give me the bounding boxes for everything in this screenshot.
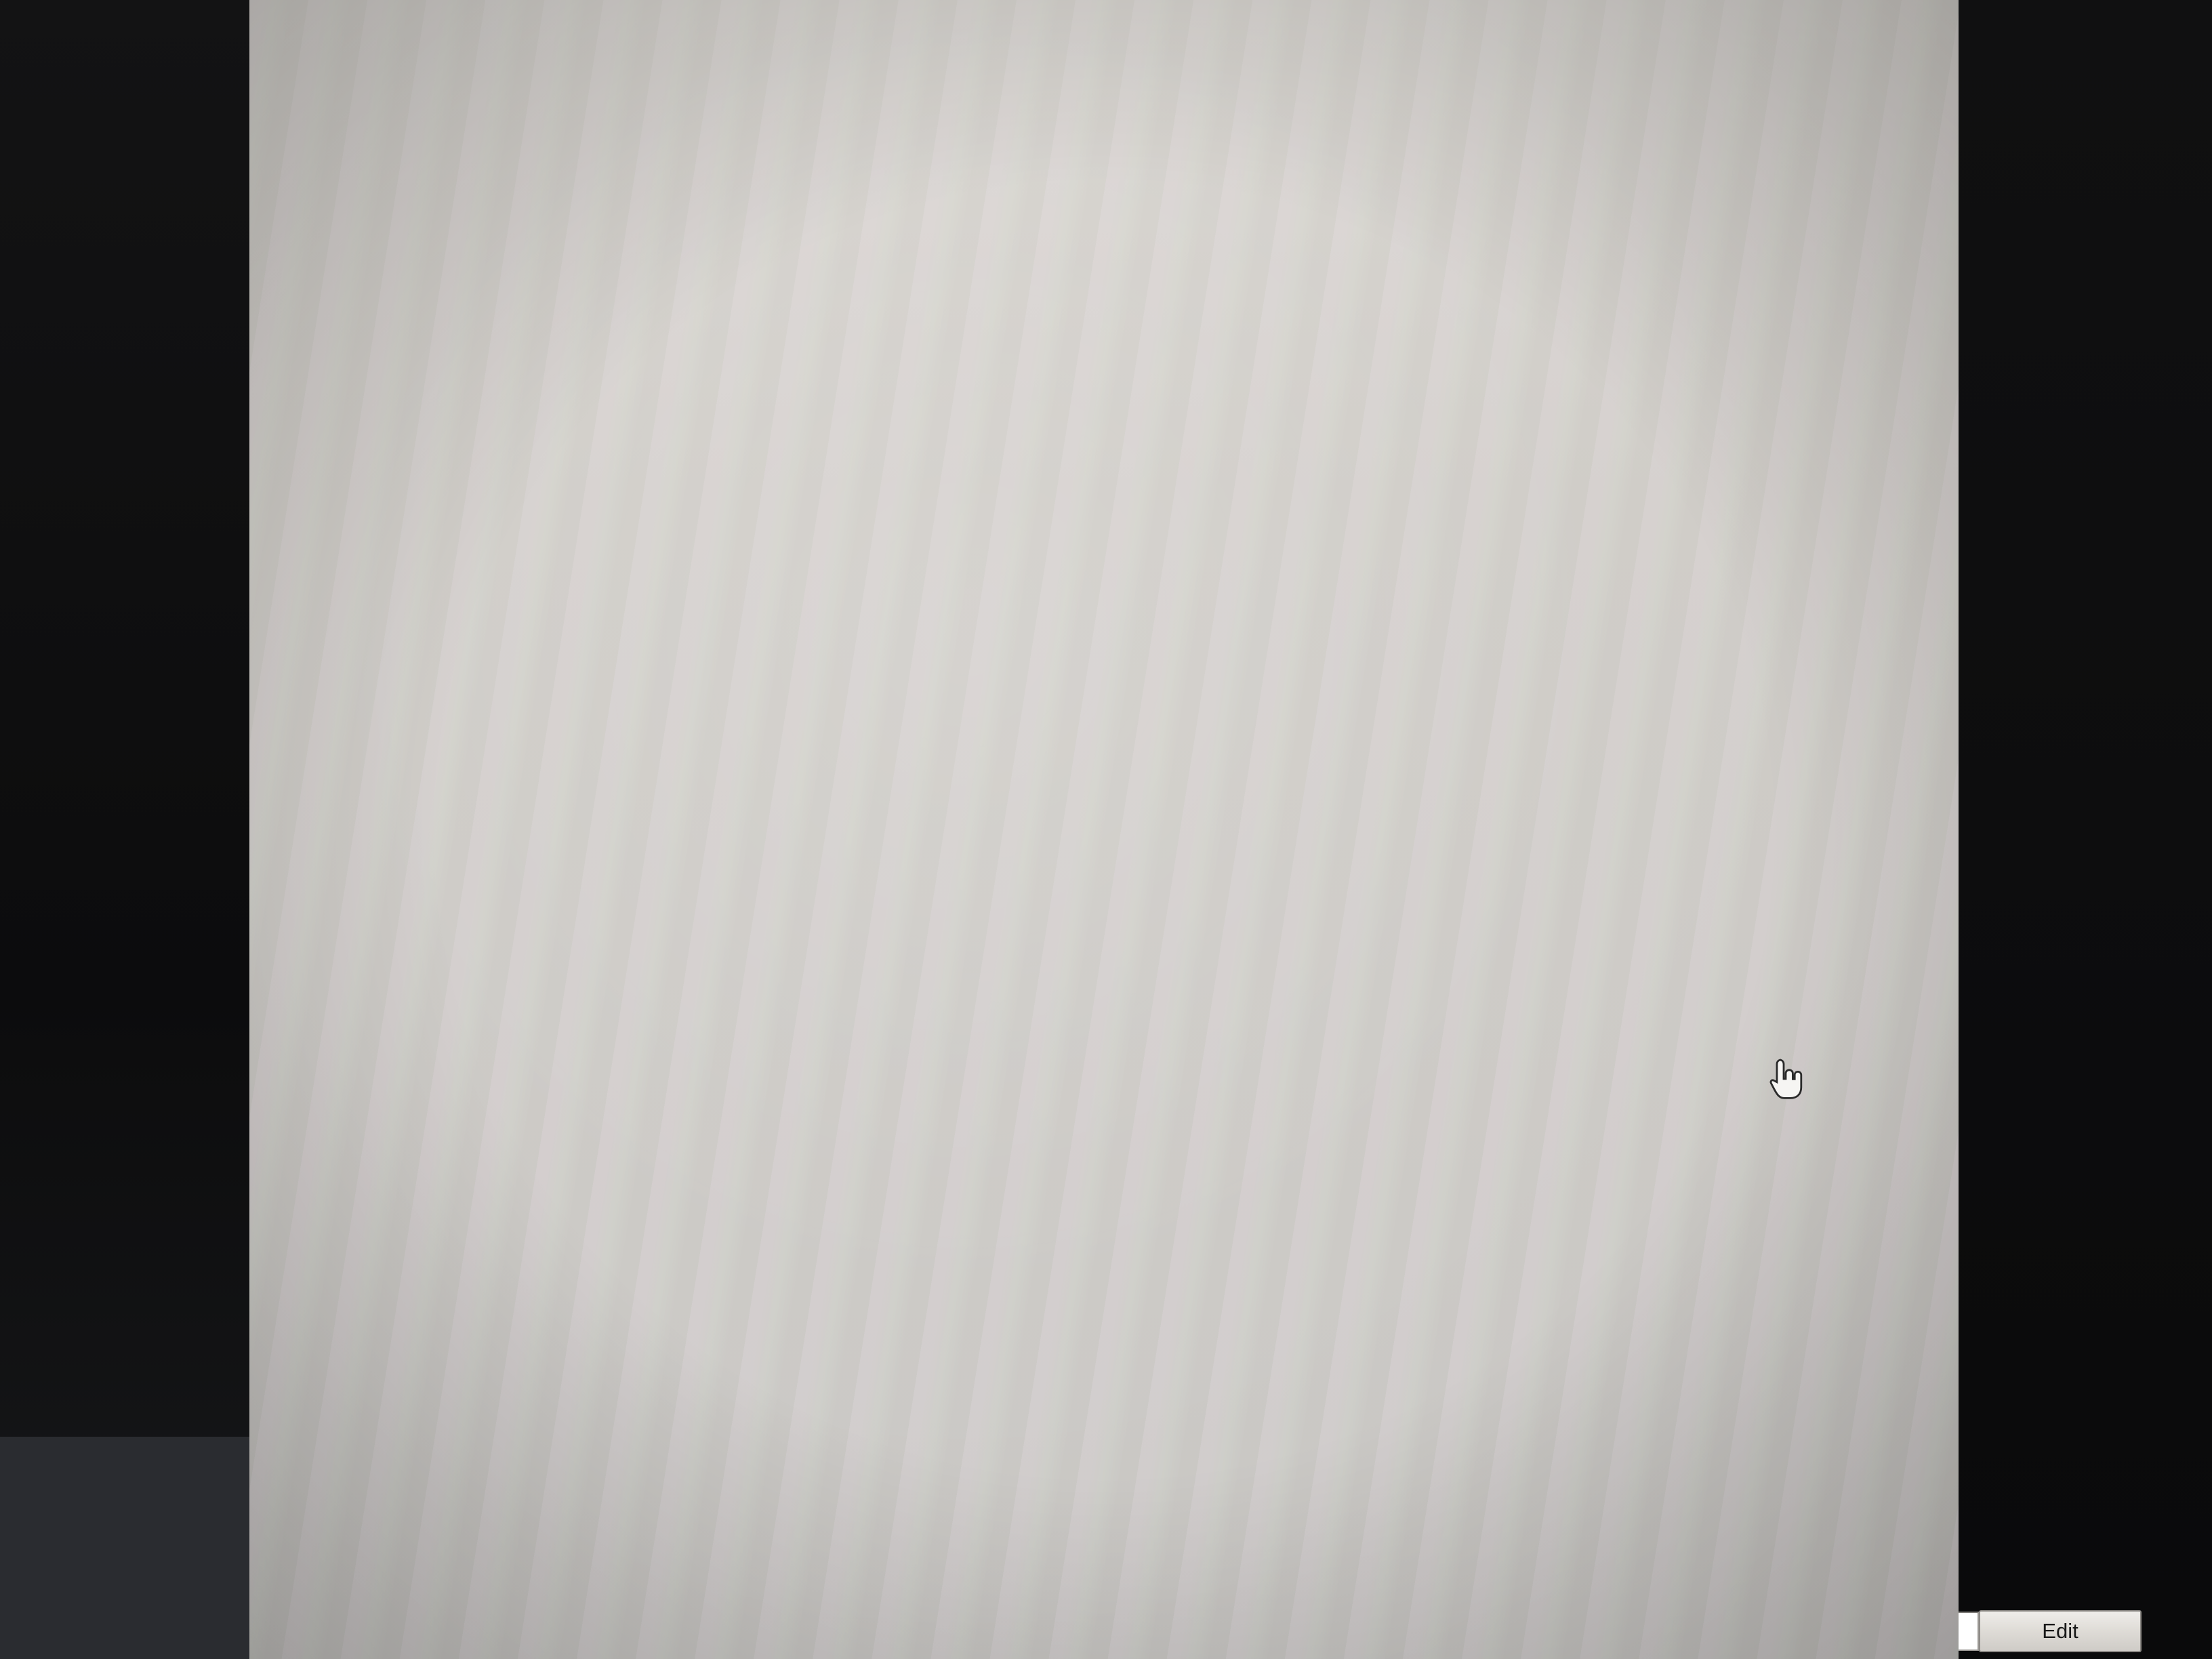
desktop-right-area xyxy=(1959,0,2212,1659)
desktop-left-area xyxy=(0,0,252,1659)
mouse-cursor-pointer-icon xyxy=(1766,1057,1807,1106)
approval-edit-label: Edit xyxy=(2042,1619,2078,1643)
window-panel xyxy=(249,0,1959,1659)
desktop-left-lower-area xyxy=(0,1437,252,1659)
subframeselector-window xyxy=(249,0,2078,1659)
approval-edit-button[interactable] xyxy=(1979,1610,2142,1652)
